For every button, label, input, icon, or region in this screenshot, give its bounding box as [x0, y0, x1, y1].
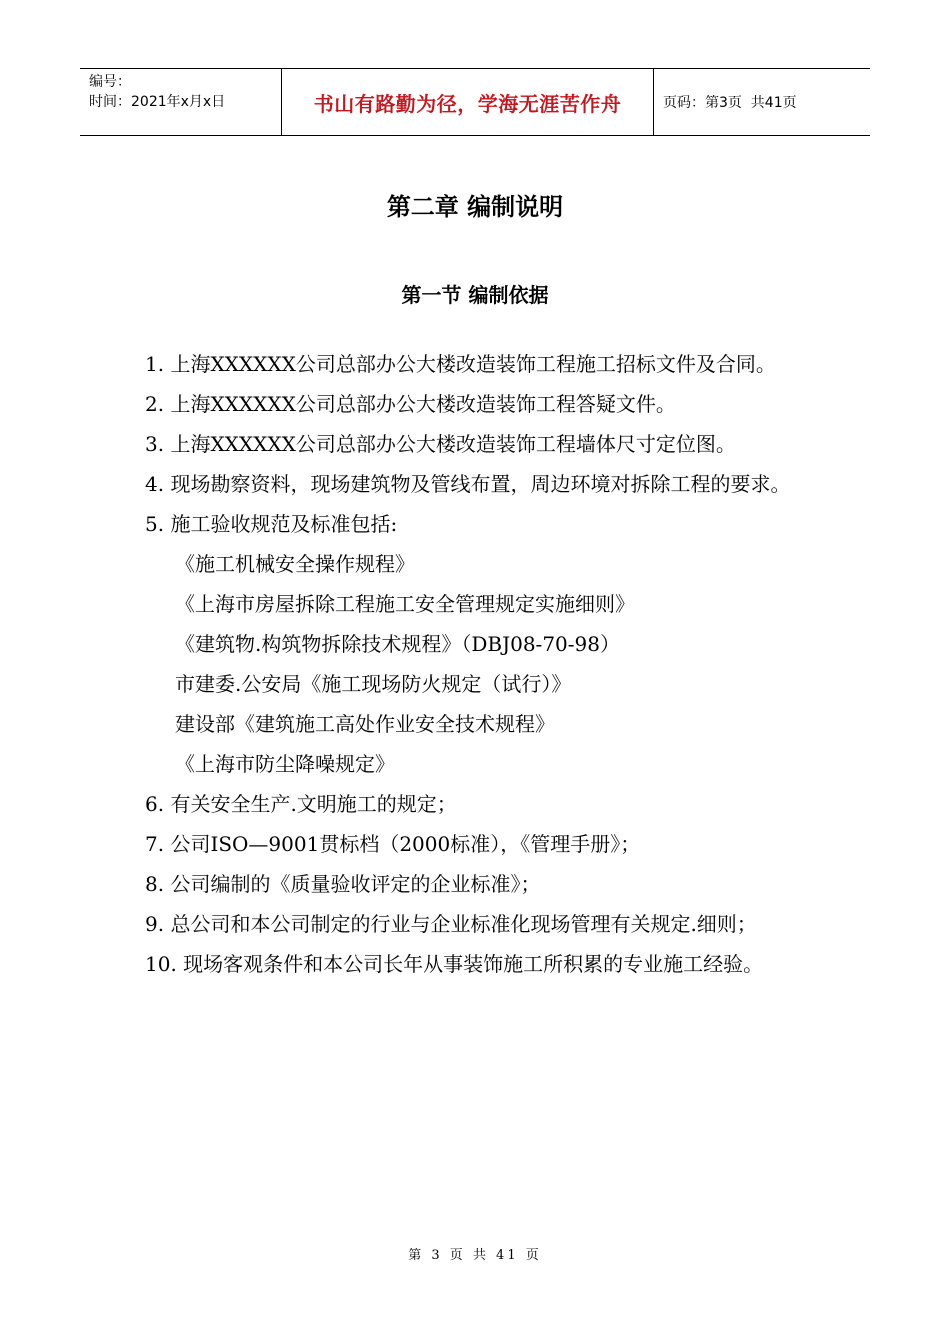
standard-item: 市建委.公安局《施工现场防火规定（试行）》: [175, 672, 572, 696]
list-item: 4. 现场勘察资料，现场建筑物及管线布置，周边环境对拆除工程的要求。: [145, 472, 791, 496]
header-motto: 书山有路勤为径，学海无涯苦作舟: [313, 91, 622, 116]
section-title: 第一节 编制依据: [401, 283, 549, 307]
list-item: 7. 公司ISO—9001贯标档（2000标准），《管理手册》；: [145, 832, 641, 856]
list-item: 10. 现场客观条件和本公司长年从事装饰施工所积累的专业施工经验。: [145, 952, 764, 976]
document-number-label: 编号：: [89, 74, 131, 90]
standard-item: 《施工机械安全操作规程》: [175, 552, 415, 576]
basis-list: [145, 344, 815, 984]
document-time-label: 时间：2021年x月x日: [89, 94, 226, 110]
list-item: 8. 公司编制的《质量验收评定的企业标准》；: [145, 872, 541, 896]
header-motto-cell: [282, 69, 654, 135]
standard-item: 建设部《建筑施工高处作业安全技术规程》: [175, 712, 555, 736]
header-meta-cell: [80, 69, 282, 135]
standard-item: 《上海市房屋拆除工程施工安全管理规定实施细则》: [175, 592, 635, 616]
page-header: [80, 68, 870, 136]
header-page-info: 页码：第3页 共41页: [663, 95, 797, 111]
standard-item: 《上海市防尘降噪规定》: [175, 752, 395, 776]
list-item: 1. 上海XXXXXX公司总部办公大楼改造装饰工程施工招标文件及合同。: [145, 352, 776, 376]
list-item: 2. 上海XXXXXX公司总部办公大楼改造装饰工程答疑文件。: [145, 392, 676, 416]
list-item: 6. 有关安全生产.文明施工的规定；: [145, 792, 457, 816]
list-item: 9. 总公司和本公司制定的行业与企业标准化现场管理有关规定.细则；: [145, 912, 757, 936]
header-page-cell: [654, 69, 870, 135]
list-item: 5. 施工验收规范及标准包括:: [145, 512, 398, 536]
standard-item: 《建筑物.构筑物拆除技术规程》（DBJ08-70-98）: [175, 632, 620, 656]
list-item: 3. 上海XXXXXX公司总部办公大楼改造装饰工程墙体尺寸定位图。: [145, 432, 736, 456]
chapter-title: 第二章 编制说明: [386, 193, 564, 221]
page-footer: 第 3 页 共 41 页: [408, 1248, 542, 1263]
